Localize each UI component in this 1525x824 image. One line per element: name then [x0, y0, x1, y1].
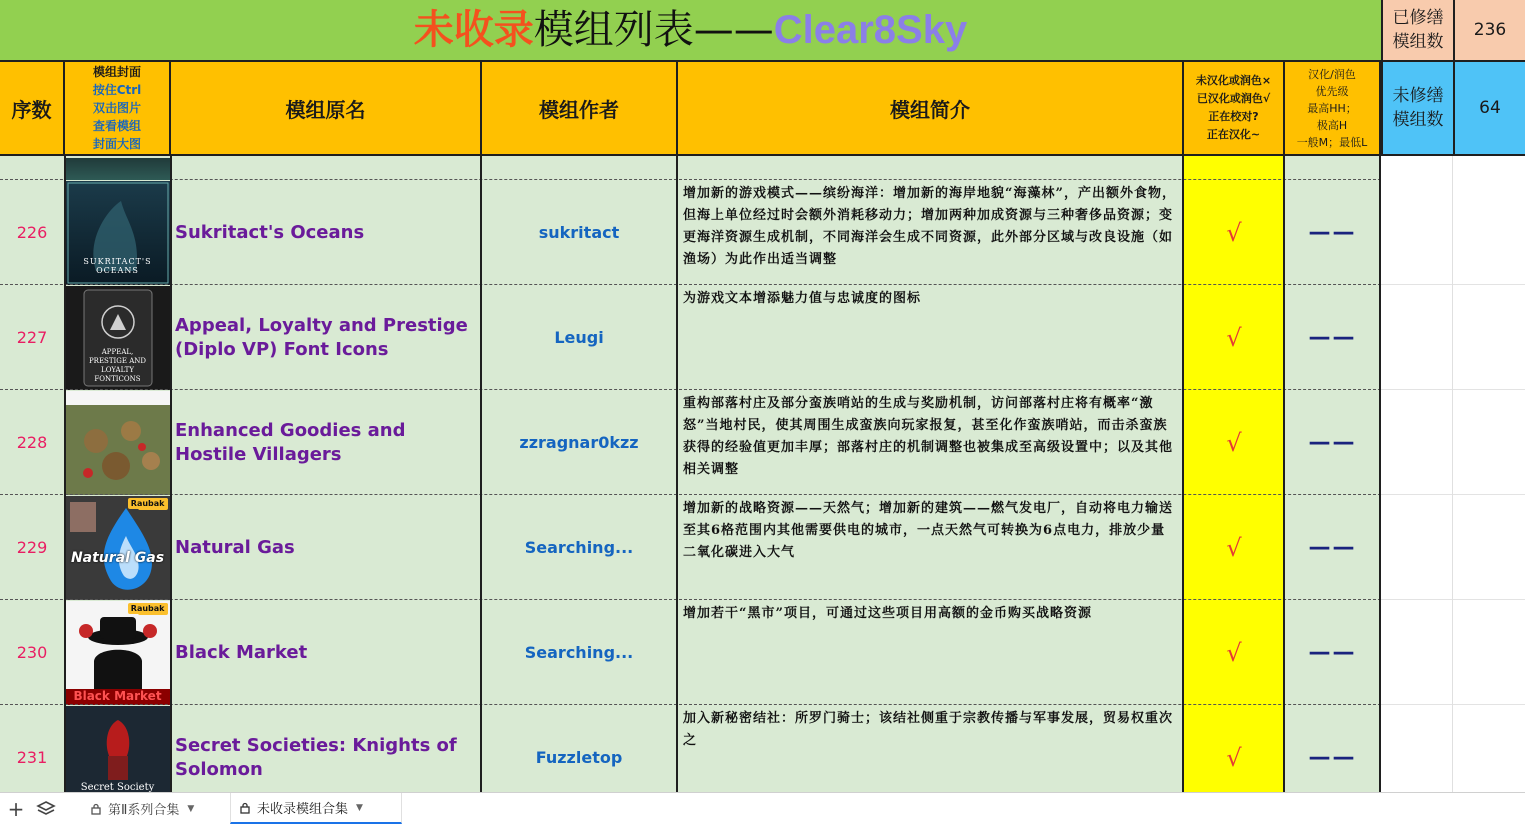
sheet-title	[0, 0, 1381, 62]
mod-name[interactable]: Black Market	[175, 641, 308, 663]
priority-value[interactable]: ——	[1308, 325, 1357, 350]
status-check[interactable]: √	[1226, 428, 1242, 457]
mod-cover-image[interactable]	[65, 600, 170, 705]
thumb-caption: SUKRITACT'S OCEANS	[83, 256, 152, 275]
mod-cover-image[interactable]	[65, 390, 170, 495]
thumb-caption: Natural Gas	[70, 549, 165, 566]
layers-icon[interactable]	[36, 799, 56, 819]
priority-value[interactable]: ——	[1308, 640, 1357, 665]
mod-cover-image[interactable]	[65, 495, 170, 600]
title-author: Clear8Sky	[773, 8, 968, 52]
mod-description[interactable]: 重构部落村庄及部分蛮族哨站的生成与奖励机制，访问部落村庄将有概率“激怒”当地村民，使其周围生成蛮族向玩家报复，甚至化作蛮族哨站，而击杀蛮族获得的经验值更加丰厚；部落村庄的机制调整也被集成至高级设置中；以及其他相关调整	[683, 396, 1174, 477]
mod-author[interactable]: Leugi	[554, 328, 604, 347]
table-body-right	[1381, 156, 1525, 792]
mod-description[interactable]: 加入新秘密结社：所罗门骑士；该结社侧重于宗教传播与军事发展，贸易权重次之	[683, 711, 1174, 748]
thumb-badge: Raubak	[128, 603, 168, 614]
mod-author[interactable]: Searching...	[524, 538, 634, 557]
header-name[interactable]: 模组原名	[171, 62, 482, 156]
sheet-tab-bar	[0, 792, 1525, 824]
mod-author[interactable]: Fuzzletop	[535, 748, 623, 767]
lock-icon	[90, 803, 102, 815]
partial-row-thumb	[66, 158, 170, 180]
mod-description[interactable]: 增加新的游戏模式——缤纷海洋：增加新的海岸地貌“海藻林”，产出额外食物，但海上单位经过时会额外消耗移动力；增加两种加成资源与三种奢侈品资源；变更海洋资源生成机制，不同海洋会生成不同资源，此外部分区域与改良设施（如渔场）为此作出适当调整	[683, 186, 1176, 267]
mod-name[interactable]: Sukritact's Oceans	[175, 221, 365, 243]
fixed-count-label[interactable]: 已修缮 模组数	[1381, 0, 1453, 62]
row-index[interactable]: 228	[16, 433, 48, 452]
mod-description[interactable]: 增加若干“黑市”项目，可通过这些项目用高额的金币购买战略资源	[683, 606, 1092, 621]
priority-value[interactable]: ——	[1308, 430, 1357, 455]
header-cover[interactable]: 模组封面 按住Ctrl 双击图片 查看模组 封面大图	[65, 62, 171, 156]
mod-name[interactable]: Enhanced Goodies and Hostile Villagers	[175, 419, 406, 465]
status-check[interactable]: √	[1226, 638, 1242, 667]
title-highlight: 未收录	[413, 7, 534, 53]
priority-value[interactable]: ——	[1308, 745, 1357, 770]
table-row	[0, 600, 1381, 705]
thumb-caption: Black Market	[73, 688, 162, 703]
status-check[interactable]: √	[1226, 743, 1242, 772]
thumb-caption: Secret Society	[80, 781, 155, 793]
mod-name[interactable]: Secret Societies: Knights of Solomon	[175, 734, 457, 780]
mod-description[interactable]: 增加新的战略资源——天然气；增加新的建筑——燃气发电厂，自动将电力输送至其6格范围内其他需要供电的城市，一点天然气可转换为6点电力，排放少量二氧化碳进入大气	[683, 501, 1174, 560]
unfixed-count-value[interactable]: 64	[1453, 62, 1525, 156]
header-status[interactable]: 未汉化或润色× 已汉化或润色√ 正在校对? 正在汉化~	[1184, 62, 1285, 156]
header-priority[interactable]: 汉化/润色 优先级 最高HH； 极高H 一般M；最低L	[1285, 62, 1381, 156]
mod-author[interactable]: Searching...	[524, 643, 634, 662]
mod-description[interactable]: 为游戏文本增添魅力值与忠诚度的图标	[683, 291, 922, 306]
row-index[interactable]: 229	[16, 538, 48, 557]
mod-author[interactable]: zzragnar0kzz	[519, 433, 639, 452]
status-check[interactable]: √	[1226, 218, 1242, 247]
unfixed-count-label[interactable]: 未修缮 模组数	[1381, 62, 1453, 156]
thumb-badge: Raubak	[128, 498, 168, 509]
header-desc[interactable]: 模组简介	[678, 62, 1184, 156]
mod-author[interactable]: sukritact	[538, 223, 620, 242]
tab-series-2[interactable]	[82, 793, 202, 824]
caret-down-icon[interactable]: ▼	[356, 802, 363, 813]
table-row	[0, 180, 1381, 285]
thumb-caption: APPEAL, PRESTIGE AND LOYALTY FONTICONS	[88, 347, 147, 383]
header-author[interactable]: 模组作者	[482, 62, 678, 156]
row-index[interactable]: 226	[16, 223, 48, 242]
row-index[interactable]: 227	[16, 328, 48, 347]
lock-icon	[239, 802, 251, 814]
mod-name[interactable]: Natural Gas	[175, 536, 295, 558]
mod-cover-image[interactable]	[65, 285, 170, 390]
status-check[interactable]: √	[1226, 323, 1242, 352]
mod-cover-image[interactable]	[65, 180, 170, 285]
status-check[interactable]: √	[1226, 533, 1242, 562]
table-row	[0, 495, 1381, 600]
fixed-count-value[interactable]: 236	[1453, 0, 1525, 62]
title-main: 模组列表——	[533, 7, 774, 53]
plus-icon[interactable]: +	[7, 797, 25, 821]
table-row	[0, 390, 1381, 495]
partial-row	[0, 156, 1381, 180]
row-index[interactable]: 231	[16, 748, 48, 767]
priority-value[interactable]: ——	[1308, 220, 1357, 245]
mod-name[interactable]: Appeal, Loyalty and Prestige (Diplo VP) Font Icons	[175, 314, 468, 360]
header-index[interactable]: 序数	[0, 62, 65, 156]
row-index[interactable]: 230	[16, 643, 48, 662]
tab-uncollected[interactable]	[230, 793, 402, 824]
caret-down-icon[interactable]: ▼	[187, 803, 195, 814]
table-row	[0, 285, 1381, 390]
priority-value[interactable]: ——	[1308, 535, 1357, 560]
tab-label: 第Ⅱ系列合集	[108, 803, 180, 818]
tab-label: 未收录模组合集	[257, 802, 349, 817]
